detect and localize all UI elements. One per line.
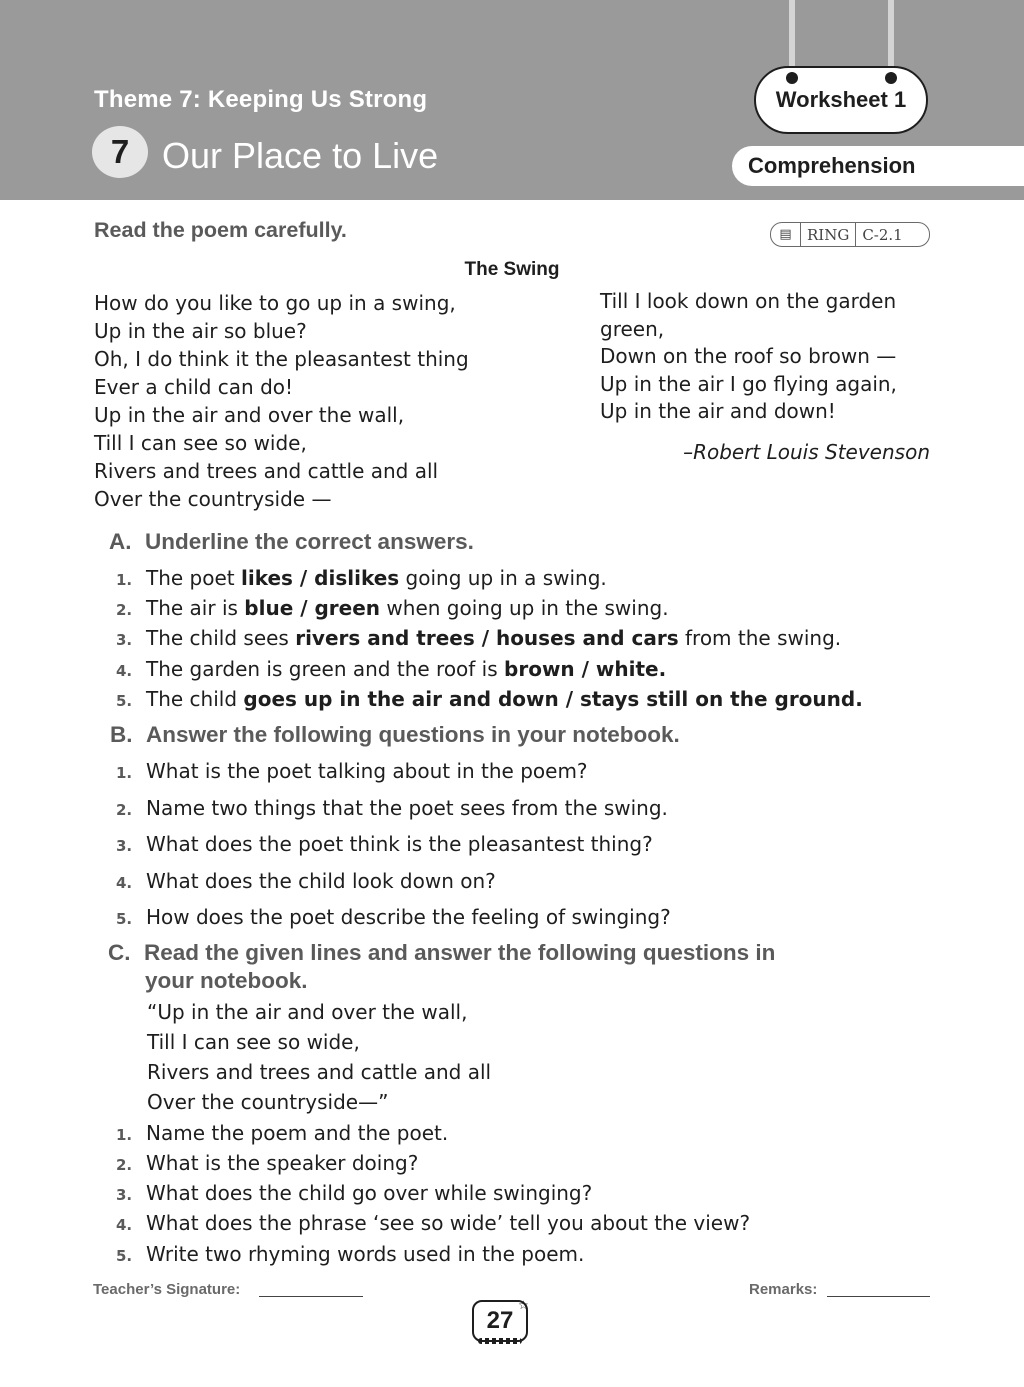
tag-string-right — [888, 0, 894, 74]
poem-line: Up in the air I go flying again, — [600, 371, 897, 396]
poem-line: Down on the roof so brown — — [600, 344, 897, 368]
item-text: The garden is green and the roof is — [146, 657, 505, 681]
tag-hole-left — [786, 72, 798, 84]
item-text: What does the child look down on? — [146, 869, 496, 893]
section-c-item — [116, 1151, 418, 1175]
decorative-dots — [478, 1338, 522, 1344]
poem-line: Over the countryside — — [94, 487, 332, 511]
category-tab: Comprehension — [732, 146, 1024, 186]
item-text: What is the speaker doing? — [146, 1151, 419, 1175]
item-number: 1. — [116, 571, 133, 589]
poem-line: Ever a child can do! — [94, 375, 294, 399]
item-number: 3. — [116, 837, 133, 855]
item-text: How does the poet describe the feeling of swinging? — [146, 905, 671, 929]
item-number: 5. — [116, 692, 133, 710]
answer-options: brown / white. — [504, 657, 667, 681]
item-number: 5. — [116, 910, 133, 928]
poem-right-column — [600, 288, 897, 426]
section-letter: A. — [109, 529, 132, 554]
item-text: Name the poem and the poet. — [146, 1121, 449, 1145]
item-number: 4. — [116, 874, 133, 892]
item-text: when going up in the swing. — [380, 596, 669, 620]
quoted-line: Over the countryside—” — [147, 1090, 389, 1114]
chapter-number-badge: 7 — [92, 126, 148, 178]
item-number: 1. — [116, 1126, 133, 1144]
item-number: 2. — [116, 1156, 133, 1174]
poem-left-column — [94, 289, 469, 513]
quoted-line: Rivers and trees and cattle and all — [147, 1060, 492, 1084]
section-title: Answer the following questions in your notebook. — [146, 722, 680, 747]
section-letter: B. — [110, 722, 133, 747]
ring-label: RING — [807, 225, 850, 244]
poem-line: Up in the air so blue? — [94, 319, 307, 343]
chapter-title: Our Place to Live — [162, 135, 439, 176]
section-a-item — [116, 687, 863, 711]
section-title: Underline the correct answers. — [145, 529, 474, 554]
item-text: What does the poet think is the pleasantest thing? — [146, 832, 653, 856]
item-number: 5. — [116, 1247, 133, 1265]
item-number: 2. — [116, 601, 133, 619]
item-text: The child sees — [146, 626, 296, 650]
worksheet-tag: Worksheet 1 — [754, 66, 928, 134]
section-c-item — [116, 1242, 584, 1266]
teacher-signature-line[interactable] — [259, 1296, 363, 1297]
remarks-line[interactable] — [827, 1296, 930, 1297]
section-c-heading — [108, 939, 775, 995]
theme-title: Theme 7: Keeping Us Strong — [94, 86, 428, 113]
item-text: from the swing. — [678, 626, 842, 650]
section-b-item — [116, 759, 588, 783]
item-text: The air is — [146, 596, 245, 620]
poem-line: Rivers and trees and cattle and all — [94, 459, 439, 483]
item-text: The poet — [146, 566, 241, 590]
item-number: 4. — [116, 1216, 133, 1234]
section-a-item — [116, 626, 841, 650]
section-a-item — [116, 566, 607, 590]
section-c-item — [116, 1181, 592, 1205]
section-b-item — [116, 905, 671, 929]
tag-string-left — [789, 0, 795, 74]
poem-line: Up in the air and down! — [600, 399, 836, 423]
poem-line: How do you like to go up in a swing, — [94, 291, 456, 315]
item-text: What is the poet talking about in the poem? — [146, 759, 588, 783]
poem-line: Till I look down on the garden — [600, 289, 897, 313]
section-b-item — [116, 796, 668, 820]
poem-line: green, — [600, 316, 665, 341]
poem-title: The Swing — [464, 259, 560, 280]
poem-line: Up in the air and over the wall, — [94, 403, 405, 427]
remarks-label: Remarks: — [749, 1281, 818, 1298]
section-c-item — [116, 1121, 448, 1145]
ring-code-badge — [770, 222, 930, 247]
answer-options: rivers and trees / houses and cars — [295, 626, 679, 650]
section-b-heading — [110, 721, 680, 749]
item-number: 4. — [116, 662, 133, 680]
section-c-item — [116, 1211, 750, 1235]
item-text: Write two rhyming words used in the poem. — [146, 1242, 585, 1266]
answer-options: likes / dislikes — [241, 566, 400, 590]
section-b-item — [116, 832, 653, 856]
item-number: 3. — [116, 1186, 133, 1204]
section-a-heading — [109, 528, 474, 556]
page-number: 27 — [472, 1300, 528, 1342]
poem-line: Till I can see so wide, — [94, 431, 307, 455]
ring-code: C-2.1 — [855, 223, 908, 246]
section-title-continued: your notebook. — [145, 968, 308, 993]
star-icon: ☆ — [518, 1298, 529, 1312]
read-instruction: Read the poem carefully. — [94, 218, 347, 242]
section-a-item — [116, 657, 666, 681]
item-number: 1. — [116, 764, 133, 782]
document-icon: ▤ — [771, 223, 801, 246]
item-text: going up in a swing. — [399, 566, 607, 590]
section-title: Read the given lines and answer the following questions in — [144, 940, 776, 965]
item-number: 2. — [116, 801, 133, 819]
item-text: What does the child go over while swinging? — [146, 1181, 593, 1205]
poem-line: Oh, I do think it the pleasantest thing — [94, 347, 469, 371]
item-text: Name two things that the poet sees from the swing. — [146, 796, 668, 820]
section-a-item — [116, 596, 669, 620]
answer-options: goes up in the air and down / stays still on the ground. — [243, 687, 863, 711]
section-letter: C. — [108, 940, 131, 965]
answer-options: blue / green — [244, 596, 381, 620]
item-text: The child — [146, 687, 244, 711]
quoted-line: “Up in the air and over the wall, — [147, 1000, 468, 1024]
teacher-signature-label: Teacher’s Signature: — [93, 1281, 241, 1298]
poem-author: –Robert Louis Stevenson — [683, 440, 930, 464]
section-b-item — [116, 869, 496, 893]
item-number: 3. — [116, 631, 133, 649]
item-text: What does the phrase ‘see so wide’ tell you about the view? — [146, 1211, 751, 1235]
quoted-line: Till I can see so wide, — [147, 1030, 360, 1054]
tag-hole-right — [885, 72, 897, 84]
